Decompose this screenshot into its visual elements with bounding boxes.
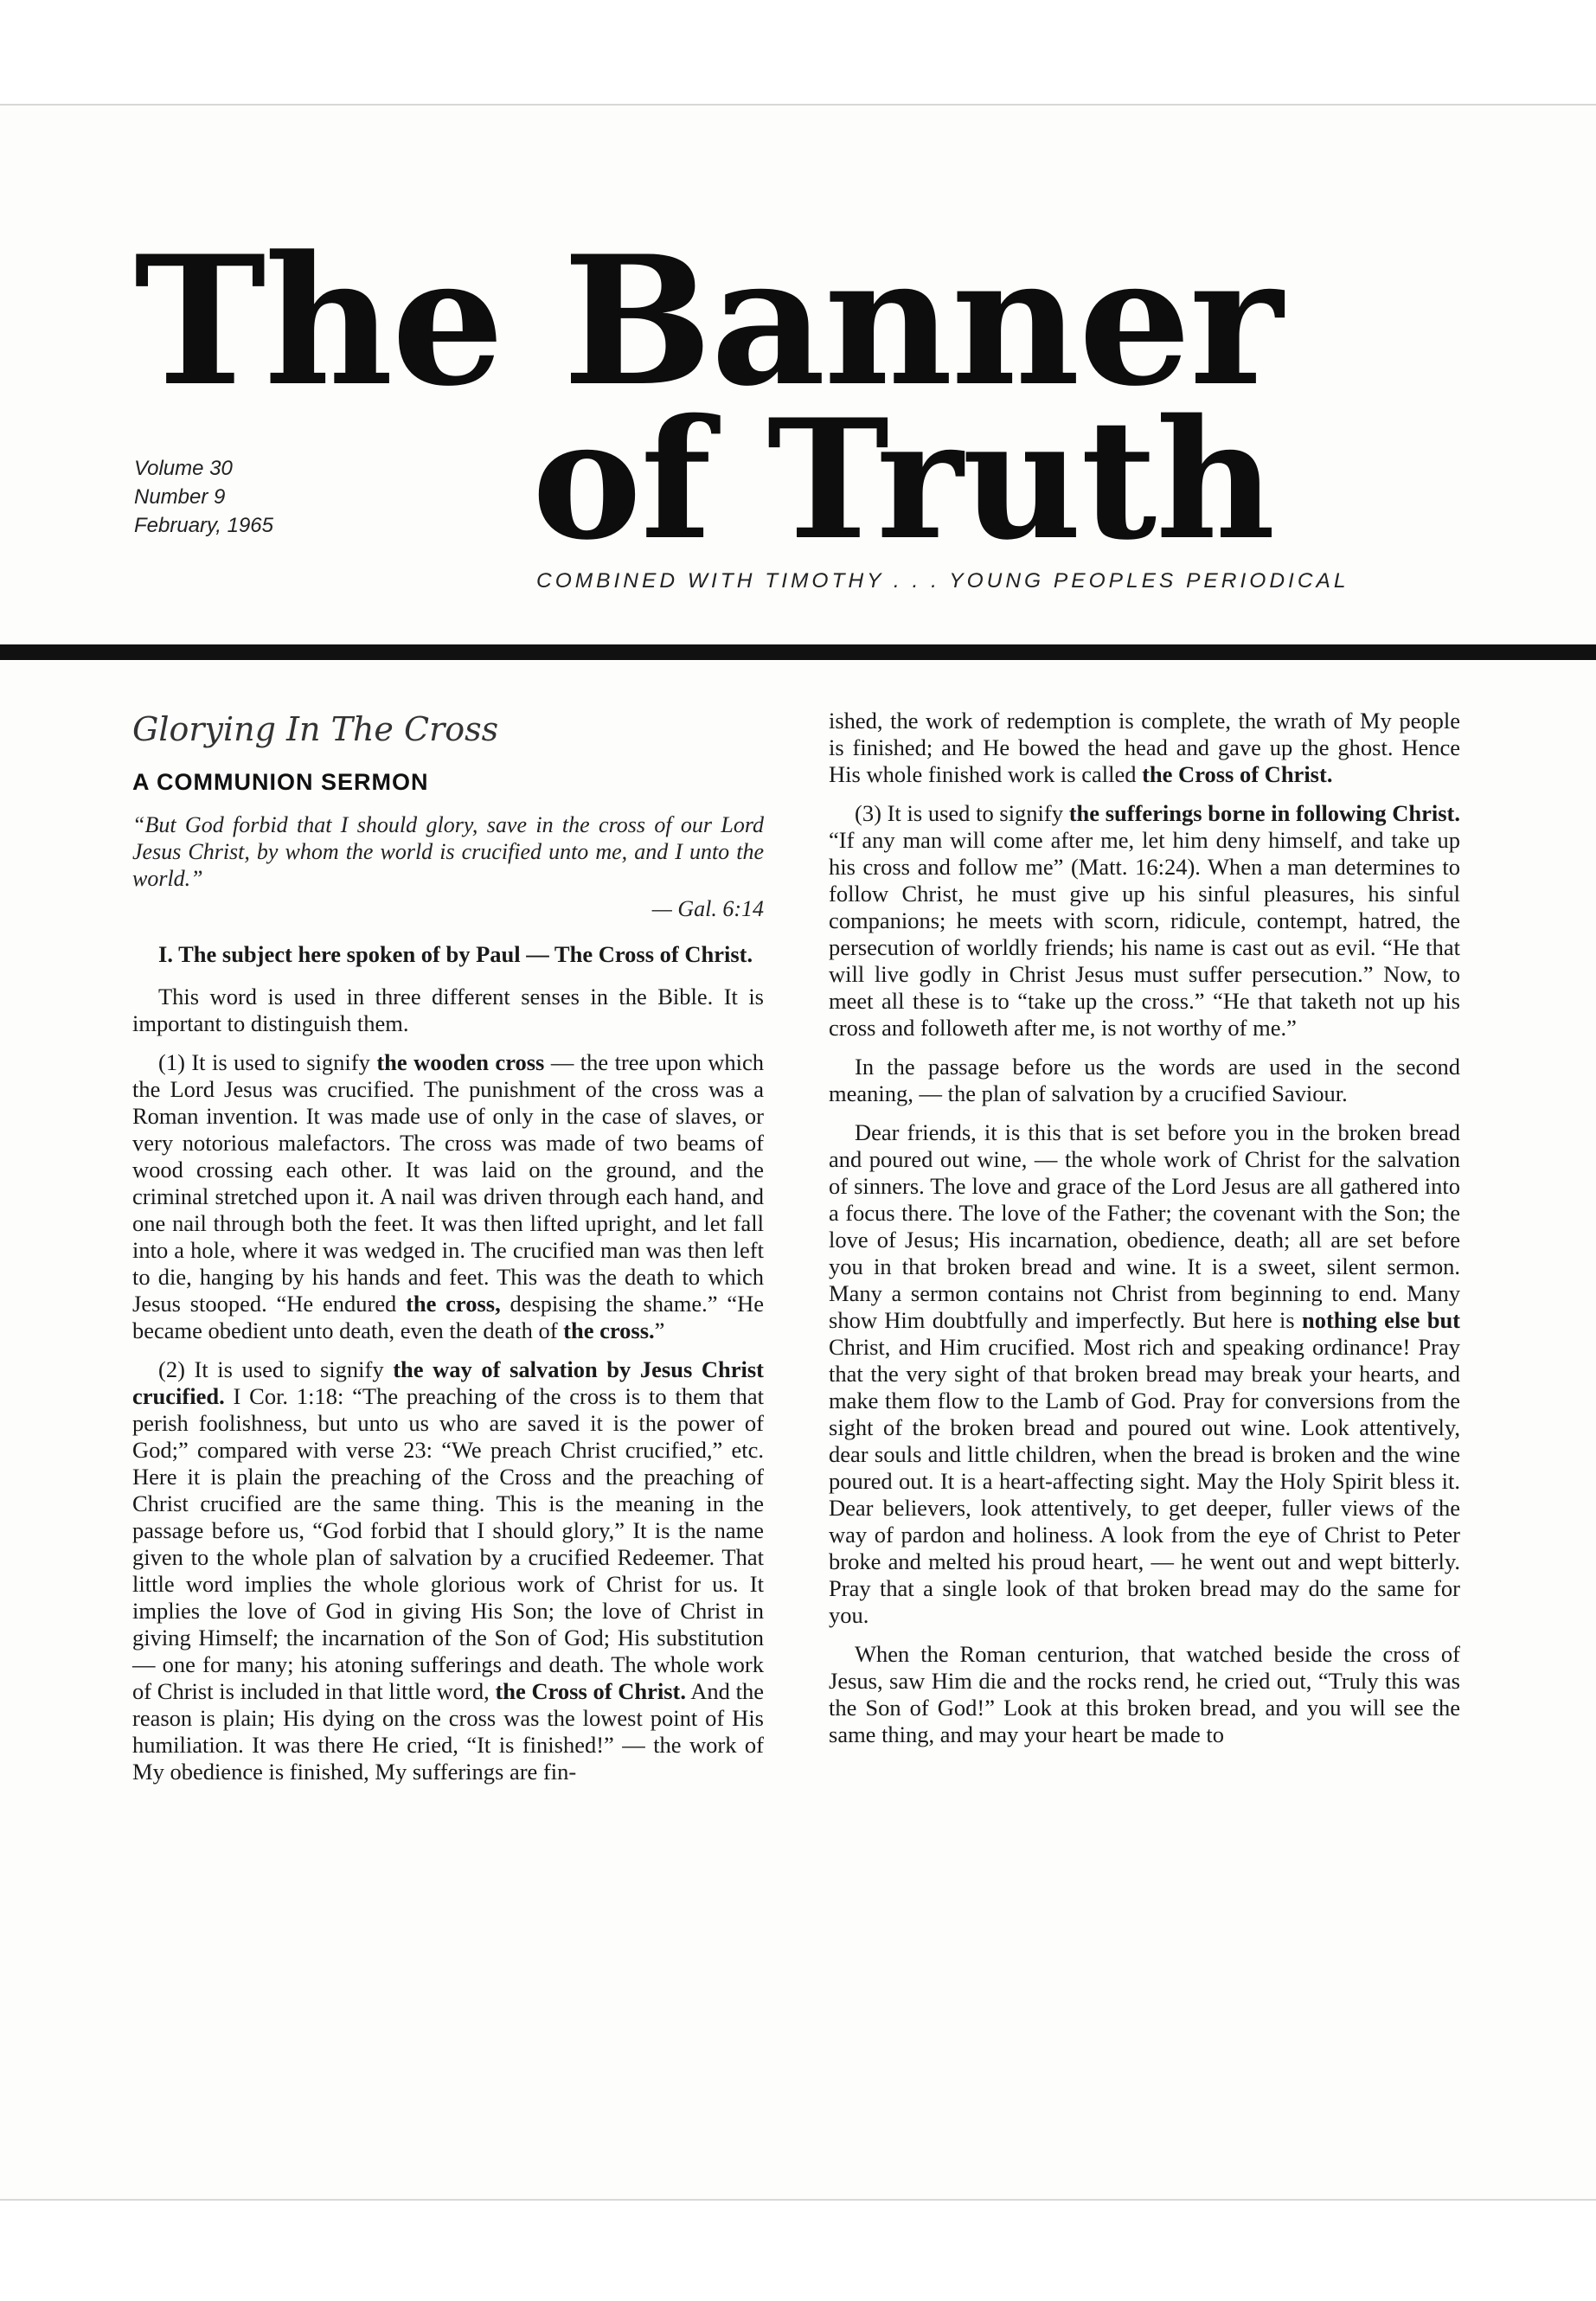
- article-title: Glorying In The Cross: [132, 710, 499, 748]
- section-heading: I. The subject here spoken of by Paul — The Cross of Christ.: [158, 941, 753, 967]
- emphasis: nothing else but: [1301, 1307, 1461, 1333]
- masthead-rule: [0, 644, 1596, 660]
- issue-number: Number 9: [134, 485, 226, 509]
- emphasis: the way of salvation by Jesus Christ crucified.: [132, 1356, 765, 1409]
- emphasis: the cross.: [563, 1317, 655, 1343]
- emphasis: the cross,: [406, 1291, 501, 1317]
- paragraph-4: ished, the work of redemption is complete, the wrath of My people is finished; and He bowed the head and gave up the ghost. Hence His whole finished work is called the Cross of Christ.: [829, 708, 1460, 787]
- emphasis: the sufferings borne in following Christ.: [1068, 800, 1460, 826]
- epigraph: “But God forbid that I should glory, save in the cross of our Lord Jesus Christ, by whom the world is crucified unto me, and I unto the world.”: [132, 812, 764, 891]
- article-kicker: A COMMUNION SERMON: [132, 769, 429, 795]
- paragraph-8: When the Roman centurion, that watched beside the cross of Jesus, saw Him die and the rocks rend, he cried out, “Truly this was the Son of God!” Look at this broken bread, and you will see the same thing, and may your heart be made to: [829, 1641, 1460, 1747]
- masthead-subtitle: COMBINED WITH TIMOTHY . . . YOUNG PEOPLES PERIODICAL: [536, 569, 1349, 593]
- paragraph-7: Dear friends, it is this that is set before you in the broken bread and poured out wine, — the whole work of Christ for the salvation of sinners. The love and grace of the Lord Jesus are all gathered into a focus there. The love of the Father; the covenant with the Son; the love of Jesus; His incarnation, obedience, death; all are set before you in that broken bread and wine. It is a sweet, silent sermon. Many a sermon contains not Christ from beginning to end. Many show Him doubtfully and imperfectly. But here is nothing else but Christ, and Him crucified. Most rich and speaking ordinance! Pray that the very sight of that broken bread may break your hearts, and make them flow to the Lamb of God. Pray for conversions from the sight of the broken bread and poured out wine. Look attentively, dear souls and little children, when the bread is broken and the wine poured out. It is a heart-affecting sight. May the Holy Spirit bless it. Dear believers, look attentively, to get deeper, fuller views of the way of pardon and holiness. A look from the eye of Christ to Peter broke and melted his proud heart, — he went out and wept bitterly. Pray that a single look of that broken bread may do the same for you.: [829, 1119, 1461, 1628]
- paragraph-1: This word is used in three different senses in the Bible. It is important to distinguish them.: [132, 984, 764, 1036]
- issue-info: [134, 454, 273, 540]
- article-column-left: [132, 708, 764, 1798]
- article-column-right: [829, 708, 1460, 1760]
- paragraph-2: (1) It is used to signify the wooden cross — the tree upon which the Lord Jesus was crucified. The punishment of the cross was a Roman invention. It was made use of only in the case of slaves, or very notorious malefactors. The cross was made of two beams of wood crossing each other. It was laid on the ground, and the criminal stretched upon it. A nail was driven through each hand, and one nail through both the feet. It was then lifted upright, and let fall into a hole, where it was wedged in. The crucified man was then left to die, hanging by his hands and feet. This was the death to which Jesus stooped. “He endured the cross, despising the shame.” “He became obedient unto death, even the death of the cross.”: [132, 1049, 764, 1343]
- paragraph-6: In the passage before us the words are used in the second meaning, — the plan of salvation by a crucified Saviour.: [829, 1054, 1460, 1106]
- emphasis: the Cross of Christ.: [495, 1678, 687, 1704]
- epigraph-reference: — Gal. 6:14: [651, 896, 764, 921]
- issue-volume: Volume 30: [134, 457, 233, 480]
- emphasis: the wooden cross: [376, 1049, 545, 1075]
- paragraph-3: (2) It is used to signify the way of salvation by Jesus Christ crucified. I Cor. 1:18: “The preaching of the cross is to them that perish foolishness, but unto us who are saved it is the power of God;” compared with verse 23: “We preach Christ crucified,” etc. Here it is plain the preaching of the Cross and the preaching of Christ crucified are the same thing. This is the meaning in the passage before us, “God forbid that I should glory,” It is the name given to the whole plan of salvation by a crucified Redeemer. That little word implies the whole glorious work of Christ for us. It implies the love of God in giving His Son; the love of Christ in giving Himself; the incarnation of the Son of God; His substitution — one for many; his atoning sufferings and death. The whole work of Christ is included in that little word, the Cross of Christ. And the reason is plain; His dying on the cross was the lowest point of His humiliation. It was there He cried, “It is finished!” — the work of My obedience is finished, My sufferings are fin-: [132, 1356, 765, 1785]
- masthead-title-line1: The Banner: [134, 218, 1282, 426]
- emphasis: the Cross of Christ.: [1142, 761, 1333, 787]
- masthead-title-line2: of Truth: [532, 383, 1275, 576]
- issue-date: February, 1965: [134, 514, 273, 537]
- paragraph-5: (3) It is used to signify the sufferings borne in following Christ. “If any man will come after me, let him deny himself, and take up his cross and follow me” (Matt. 16:24). When a man determines to follow Christ, he must give up his sinful pleasures, his sinful companions; he meets with scorn, ridicule, contempt, hatred, the persecution of worldly friends; his name is cast out as evil. “He that will live godly in Christ Jesus must suffer persecution.” Now, to meet all these is to “take up the cross.” “He that taketh not up his cross and followeth after me, is not worthy of me.”: [829, 800, 1460, 1041]
